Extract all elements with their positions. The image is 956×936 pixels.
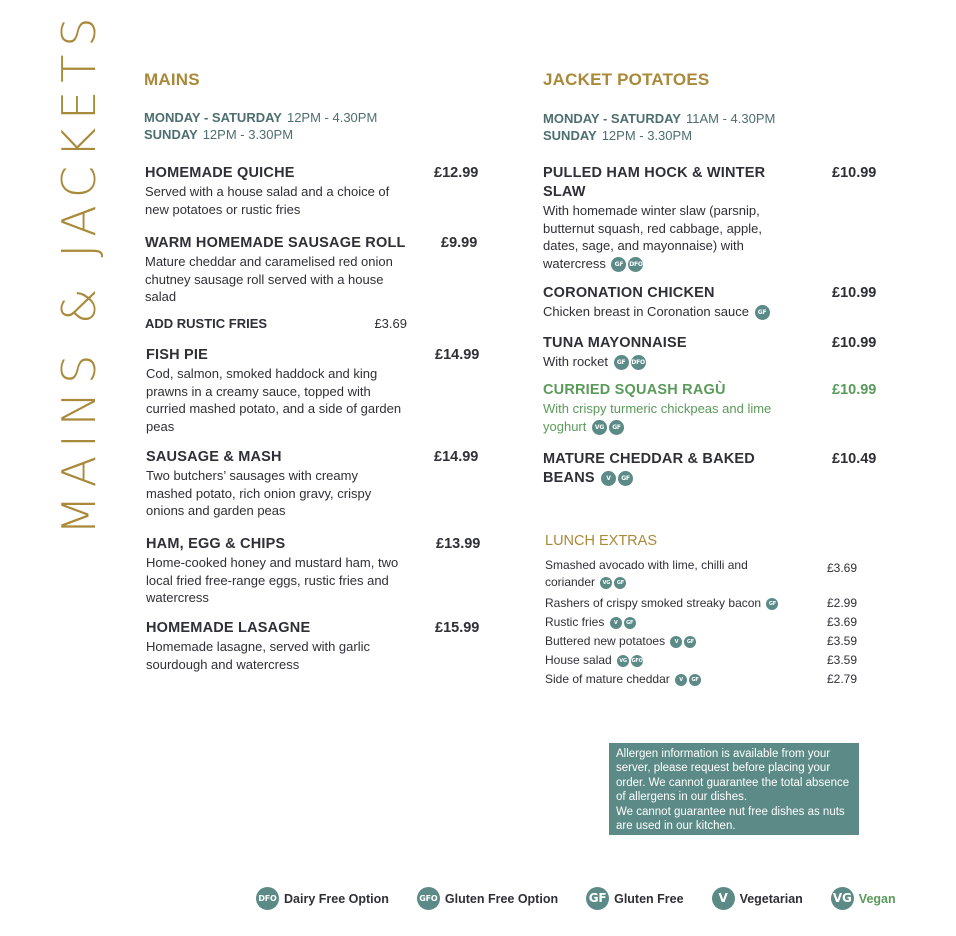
item-desc: With rocket bbox=[543, 354, 609, 369]
dietary-legend bbox=[256, 887, 924, 910]
extra-item bbox=[545, 652, 857, 669]
legend-label: Dairy Free Option bbox=[284, 891, 389, 906]
item-desc: Chicken breast in Coronation sauce bbox=[543, 304, 749, 319]
item-price: £10.99 bbox=[832, 382, 877, 398]
legend-item bbox=[256, 887, 389, 910]
legend-label: Vegetarian bbox=[739, 891, 803, 906]
legend-item bbox=[417, 887, 558, 910]
legend-label: Vegan bbox=[858, 891, 896, 906]
legend-item bbox=[586, 887, 683, 910]
add-rustic-fries bbox=[145, 316, 407, 331]
item-desc: With homemade winter slaw (parsnip, butternut squash, red cabbage, apple, dates, sage, and mayonnaise) with watercress bbox=[543, 203, 762, 271]
extra-name: Rashers of crispy smoked streaky bacon bbox=[545, 596, 762, 610]
extra-price: £3.69 bbox=[826, 615, 857, 629]
item-price: £12.99 bbox=[434, 165, 479, 181]
vegan-badge-icon: VG bbox=[600, 577, 612, 589]
jackets-title: JACKET POTATOES bbox=[543, 70, 710, 89]
extra-price: £2.99 bbox=[826, 596, 857, 610]
item-price: £10.49 bbox=[832, 451, 877, 467]
item-name: CORONATION CHICKEN bbox=[543, 285, 715, 301]
item-name: SAUSAGE & MASH bbox=[146, 449, 282, 465]
item-desc: Home-cooked honey and mustard ham, two local fried free-range eggs, rustic fries and watercress bbox=[146, 555, 399, 605]
legend-label: Gluten Free Option bbox=[444, 891, 559, 906]
extra-name: House salad bbox=[545, 653, 612, 667]
add-fries-label: ADD RUSTIC FRIES bbox=[145, 316, 268, 331]
item-desc: Homemade lasagne, served with garlic sourdough and watercress bbox=[146, 639, 370, 672]
gluten-free-badge-icon: GF bbox=[609, 420, 624, 435]
item-name: PULLED HAM HOCK & WINTER SLAW bbox=[543, 165, 766, 200]
dairy-free-option-badge-icon: DFO bbox=[628, 257, 643, 272]
item-name: HOMEMADE LASAGNE bbox=[146, 620, 311, 636]
mains-title: MAINS bbox=[144, 70, 200, 89]
extra-price: £3.59 bbox=[826, 653, 857, 667]
menu-item bbox=[543, 381, 883, 435]
extra-price: £2.79 bbox=[826, 672, 857, 686]
extra-price: £3.69 bbox=[826, 561, 857, 575]
menu-item bbox=[145, 234, 485, 306]
extra-name: Buttered new potatoes bbox=[545, 634, 666, 648]
vegetarian-badge-icon: V bbox=[610, 617, 622, 629]
gluten-free-badge-icon: GF bbox=[618, 471, 633, 486]
item-price: £14.99 bbox=[435, 347, 480, 363]
gluten-free-badge-icon: GF bbox=[755, 305, 770, 320]
item-price: £15.99 bbox=[435, 620, 480, 636]
item-name: WARM HOMEMADE SAUSAGE ROLL bbox=[145, 235, 406, 251]
extra-price: £3.59 bbox=[826, 634, 857, 648]
jackets-hours-row: MONDAY - SATURDAY 11AM - 4.30PM bbox=[543, 111, 776, 126]
gluten-free-badge-icon: GF bbox=[684, 636, 696, 648]
gluten-free-badge-icon: GF bbox=[611, 257, 626, 272]
item-price: £14.99 bbox=[434, 449, 479, 465]
extra-item bbox=[545, 614, 857, 631]
mains-hours-row: SUNDAY 12PM - 3.30PM bbox=[144, 127, 294, 142]
item-name: MATURE CHEDDAR & BAKED BEANS bbox=[543, 451, 755, 486]
item-desc: Two butchers’ sausages with creamy mashed potato, rich onion gravy, crispy onions and garden peas bbox=[146, 468, 372, 518]
allergen-notice bbox=[609, 743, 859, 835]
extra-name: Side of mature cheddar bbox=[545, 672, 670, 686]
gluten-free-badge-icon: GF bbox=[614, 577, 626, 589]
menu-item bbox=[543, 334, 883, 371]
jackets-hours-row: SUNDAY 12PM - 3.30PM bbox=[543, 128, 693, 143]
mains-hours bbox=[144, 109, 377, 143]
menu-item bbox=[543, 164, 883, 272]
gluten-free-badge-icon: GF bbox=[689, 674, 701, 686]
item-name: TUNA MAYONNAISE bbox=[543, 335, 687, 351]
item-name: CURRIED SQUASH RAGÙ bbox=[543, 382, 726, 398]
menu-item bbox=[145, 164, 485, 218]
jackets-hours bbox=[543, 110, 775, 144]
item-desc: Cod, salmon, smoked haddock and king prawns in a creamy sauce, topped with curried mashed potato, and a side of garden peas bbox=[146, 366, 402, 434]
extra-item bbox=[545, 671, 857, 688]
vegan-badge-icon: VG bbox=[592, 420, 607, 435]
vegetarian-badge-icon: V bbox=[670, 636, 682, 648]
item-price: £10.99 bbox=[832, 335, 877, 351]
item-desc: With crispy turmeric chickpeas and lime yoghurt bbox=[543, 401, 772, 434]
gluten-free-badge-icon: GF bbox=[624, 617, 636, 629]
gluten-free-badge-icon: GF bbox=[586, 887, 609, 910]
menu-item bbox=[146, 448, 486, 520]
dairy-free-option-badge-icon: DFO bbox=[631, 355, 646, 370]
mains-hours-row: MONDAY - SATURDAY 12PM - 4.30PM bbox=[144, 110, 378, 125]
vegan-badge-icon: VG bbox=[617, 655, 629, 667]
allergen-text: We cannot guarantee nut free dishes as nuts are used in our kitchen. bbox=[616, 805, 845, 833]
item-name: HOMEMADE QUICHE bbox=[145, 165, 295, 181]
vegetarian-badge-icon: V bbox=[712, 887, 735, 910]
menu-item bbox=[146, 346, 486, 435]
extra-item bbox=[545, 633, 857, 650]
legend-label: Gluten Free bbox=[614, 891, 684, 906]
menu-item bbox=[146, 619, 486, 673]
item-name: HAM, EGG & CHIPS bbox=[146, 536, 286, 552]
item-price: £10.99 bbox=[832, 285, 877, 301]
gluten-free-option-badge-icon: GFO bbox=[631, 655, 643, 667]
extra-name: Smashed avocado with lime, chilli and coriander bbox=[545, 558, 748, 589]
gluten-free-option-badge-icon: GFO bbox=[417, 887, 440, 910]
add-fries-price: £3.69 bbox=[374, 316, 407, 331]
vegetarian-badge-icon: V bbox=[601, 471, 616, 486]
vegan-badge-icon: VG bbox=[831, 887, 854, 910]
item-price: £9.99 bbox=[441, 235, 478, 251]
extra-item bbox=[545, 595, 857, 612]
legend-item bbox=[712, 887, 803, 910]
item-price: £13.99 bbox=[436, 536, 481, 552]
menu-item bbox=[543, 450, 883, 488]
gluten-free-badge-icon: GF bbox=[766, 598, 778, 610]
allergen-text: Allergen information is available from your server, please request before placing your order. We cannot guarantee the total absence of allergens in our dishes. bbox=[616, 748, 850, 804]
item-name: FISH PIE bbox=[146, 347, 209, 363]
item-desc: Served with a house salad and a choice of new potatoes or rustic fries bbox=[145, 184, 390, 217]
vegetarian-badge-icon: V bbox=[675, 674, 687, 686]
lunch-extras-title: LUNCH EXTRAS bbox=[545, 533, 657, 549]
menu-item bbox=[146, 535, 486, 607]
menu-item bbox=[543, 284, 883, 321]
extra-name: Rustic fries bbox=[545, 615, 605, 629]
item-price: £10.99 bbox=[832, 165, 877, 181]
dairy-free-option-badge-icon: DFO bbox=[256, 887, 279, 910]
legend-item bbox=[831, 887, 896, 910]
gluten-free-badge-icon: GF bbox=[614, 355, 629, 370]
extra-item bbox=[545, 557, 857, 591]
page-title: MAINS & JACKETS bbox=[52, 9, 106, 535]
item-desc: Mature cheddar and caramelised red onion chutney sausage roll served with a house salad bbox=[145, 254, 393, 304]
